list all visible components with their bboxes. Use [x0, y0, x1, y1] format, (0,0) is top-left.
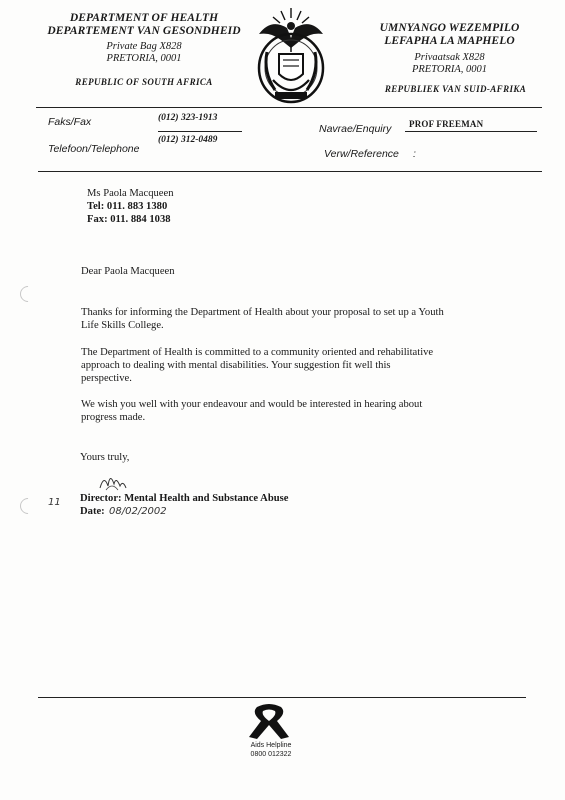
signature-scribble [96, 468, 130, 494]
paragraph-2-line-2: approach to dealing with mental disabilities. Your suggestion fit well this [81, 360, 391, 371]
date-label: Date: [80, 506, 105, 517]
punch-hole-mark [17, 283, 40, 306]
salutation: Dear Paola Macqueen [81, 266, 175, 277]
paragraph-3-line-2: progress made. [81, 412, 146, 423]
coat-of-arms-emblem [253, 4, 329, 104]
postal-bag: Private Bag X828 [106, 41, 182, 52]
postal-city: PRETORIA, 0001 [106, 53, 182, 64]
date-value: 08/02/2002 [109, 506, 167, 517]
enquiry-label: Navrae/Enquiry [319, 123, 392, 135]
contact-underline [405, 131, 537, 132]
enquiry-value: PROF FREEMAN [409, 119, 484, 129]
recipient-telephone: Tel: 011. 883 1380 [87, 201, 168, 212]
helpline-number: 0800 012322 [250, 751, 292, 758]
dept-name-zulu: UMNYANGO WEZEMPILO [379, 22, 520, 34]
country-english: REPUBLIC OF SOUTH AFRICA [75, 77, 213, 87]
helpline-label: Aids Helpline [250, 742, 292, 749]
dept-name-english: DEPARTMENT OF HEALTH [69, 12, 219, 24]
telephone-number: (012) 312-0489 [158, 135, 218, 145]
paragraph-2-line-1: The Department of Health is committed to a community oriented and rehabilitative [81, 347, 434, 358]
fax-number: (012) 323-1913 [158, 113, 218, 123]
dept-name-sotho: LEFAPHA LA MAPHELO [384, 35, 515, 47]
paragraph-2-line-3: perspective. [81, 373, 132, 384]
recipient-fax: Fax: 011. 884 1038 [87, 214, 171, 225]
dept-name-afrikaans: DEPARTEMENT VAN GESONDHEID [47, 25, 241, 37]
margin-mark: 11 [48, 497, 61, 508]
postal-bag-alt: Privaatsak X828 [414, 52, 485, 63]
aids-ribbon-icon [243, 703, 295, 741]
paragraph-1-line-2: Life Skills College. [81, 320, 164, 331]
reference-value: : [413, 148, 416, 160]
telephone-label: Telefoon/Telephone [48, 143, 140, 155]
country-afrikaans: REPUBLIEK VAN SUID-AFRIKA [384, 84, 527, 94]
director-title: Director: Mental Health and Substance Abuse [80, 493, 289, 504]
recipient-name: Ms Paola Macqueen [87, 188, 174, 199]
postal-city-alt: PRETORIA, 0001 [411, 64, 488, 75]
punch-hole-mark [17, 495, 40, 518]
paragraph-1-line-1: Thanks for informing the Department of Health about your proposal to set up a Youth [81, 307, 444, 318]
letterhead-left [44, 12, 244, 87]
reference-label: Verw/Reference [324, 148, 399, 160]
letterhead-divider [36, 107, 542, 108]
closing: Yours truly, [80, 452, 130, 463]
paragraph-3-line-1: We wish you well with your endeavour and would be interested in hearing about [81, 399, 423, 410]
contact-underline [158, 131, 242, 132]
fax-label: Faks/Fax [48, 116, 92, 128]
letterhead-right [362, 22, 537, 94]
footer-divider [38, 697, 526, 698]
contact-divider [38, 171, 542, 172]
